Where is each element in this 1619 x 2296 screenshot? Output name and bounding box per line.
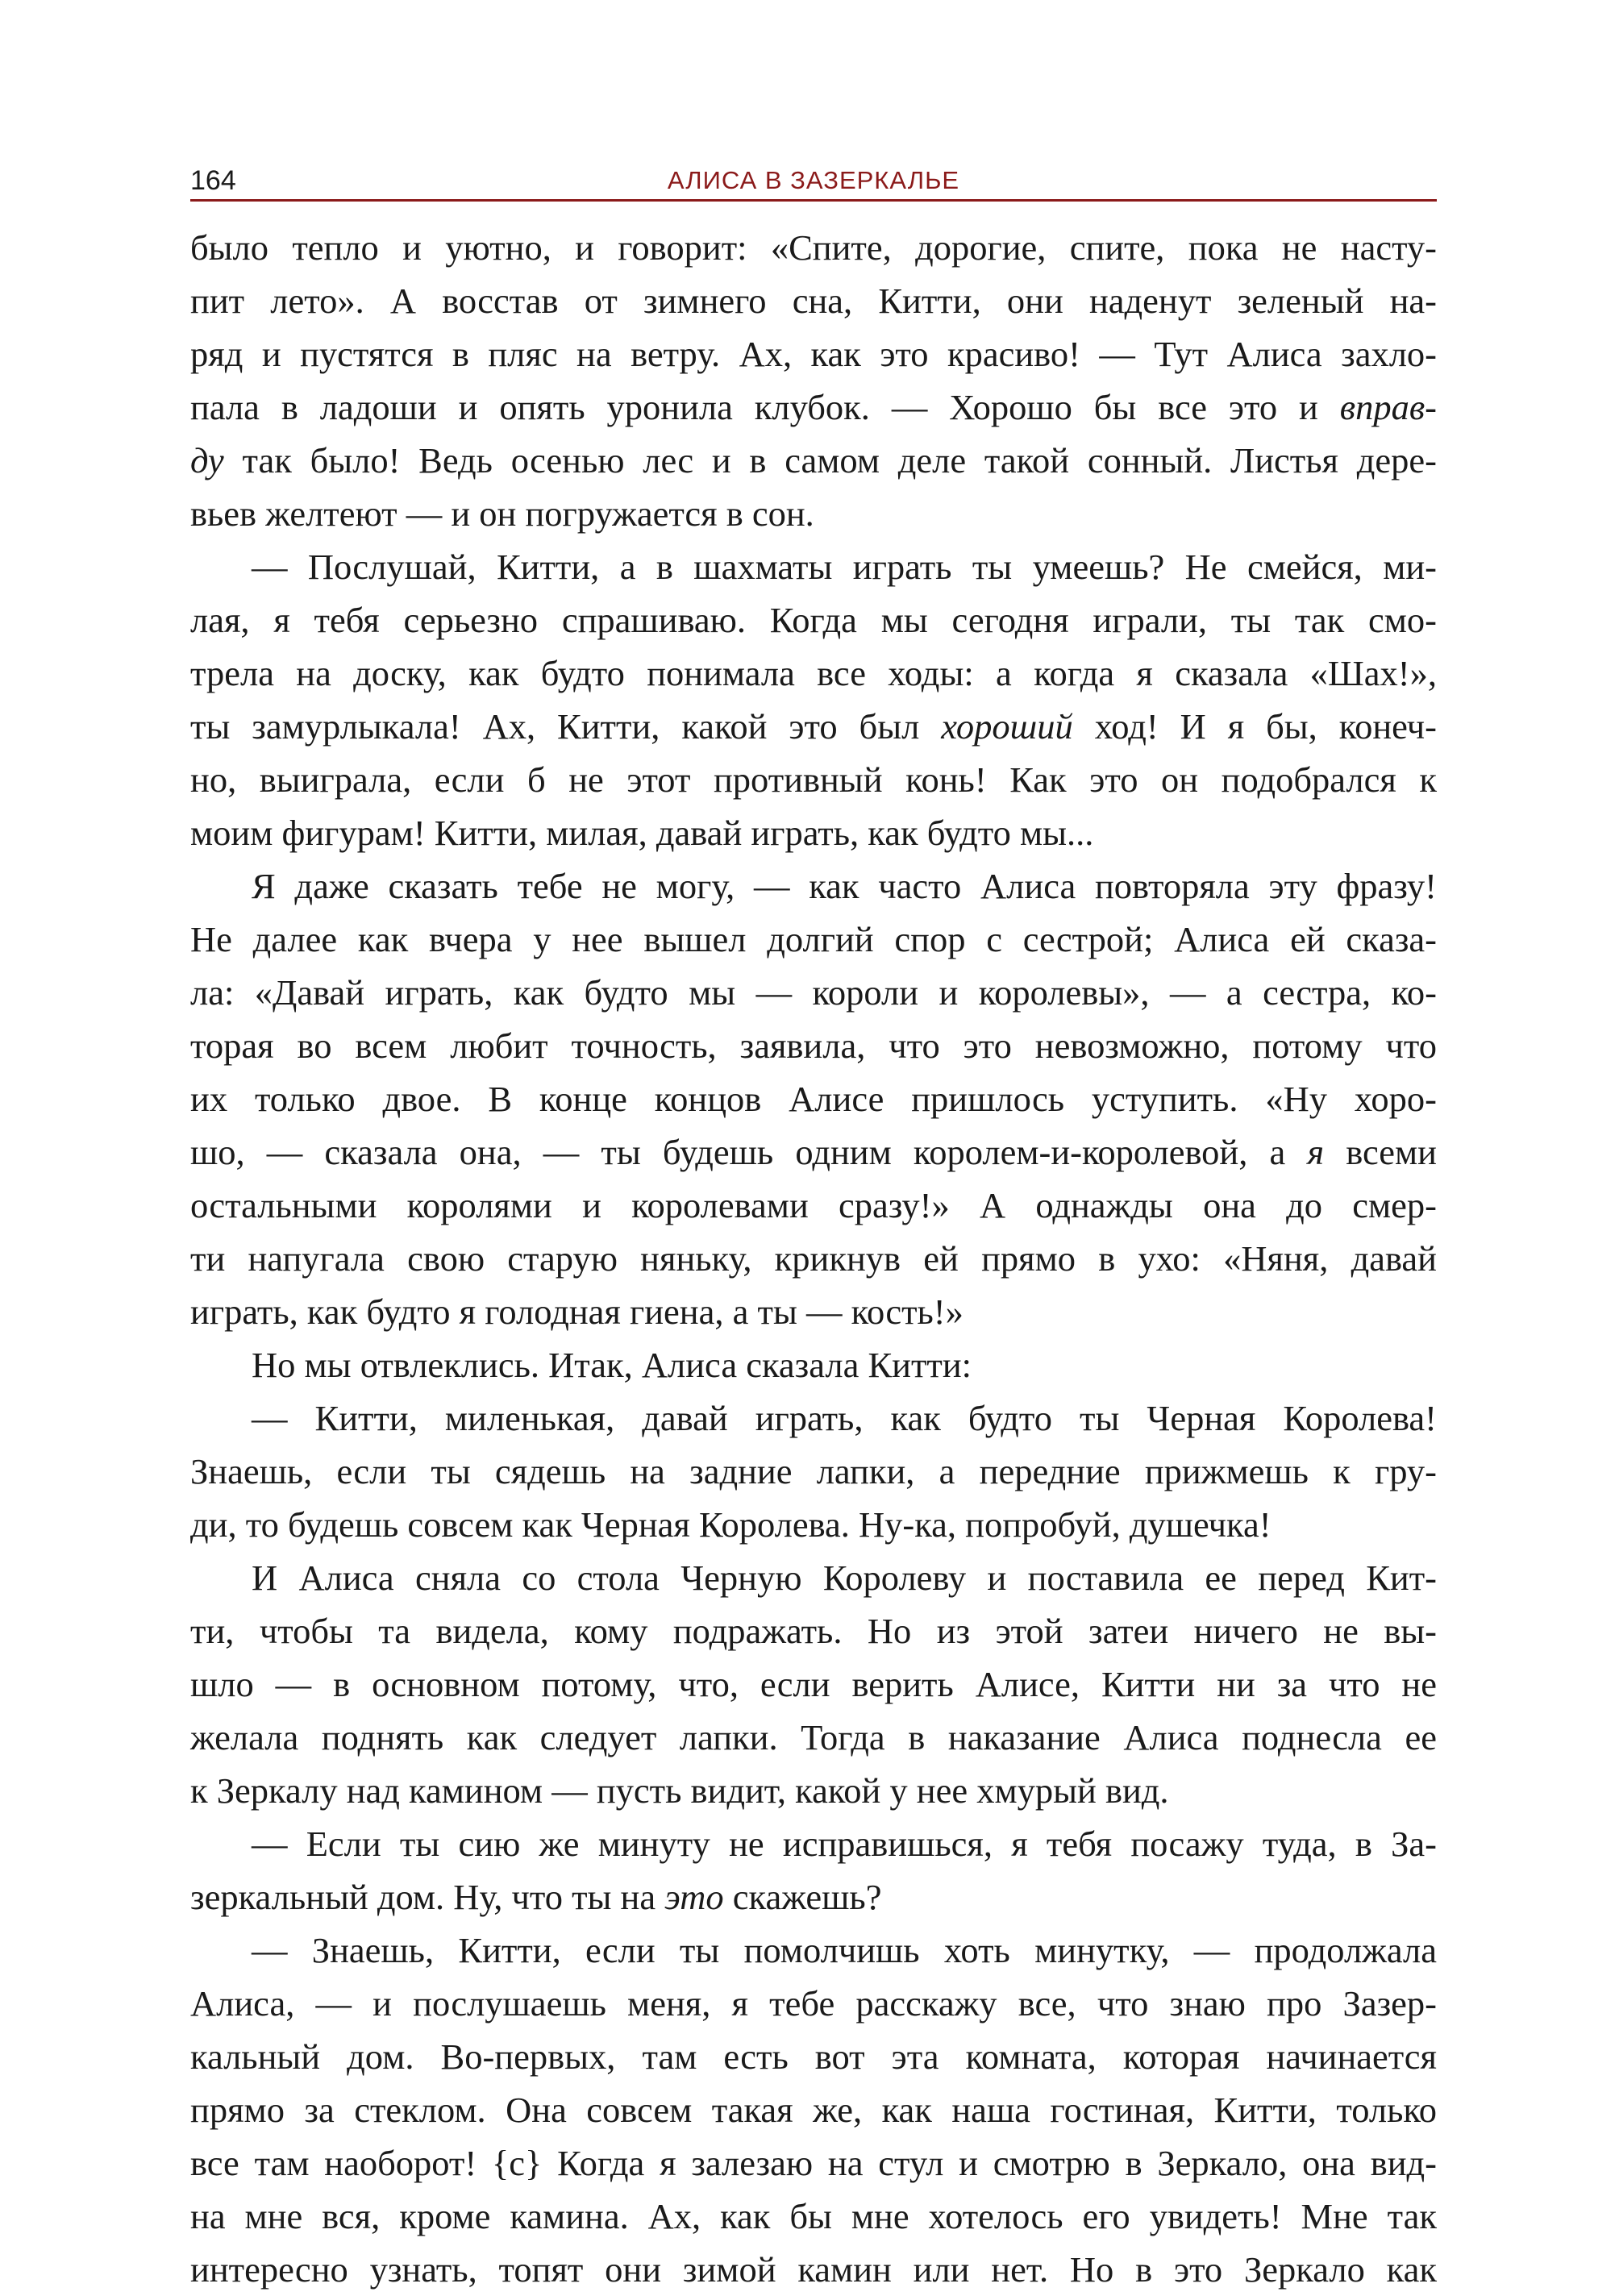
text-line [190,1232,1437,1285]
text-line [190,966,1437,1019]
text-line [190,1817,1437,1870]
line-text: — Если ты сию же минуту не исправишься, я тебя посажу туда, в За- [252,1824,1437,1864]
line-text: Я даже сказать тебе не могу, — как часто Алиса повторяла эту фразу! [252,866,1437,906]
text-line [190,381,1437,434]
line-text: ди, то будешь совсем как Черная Королева. Ну-ка, попробуй, душечка! [190,1504,1271,1545]
text-line [190,2083,1437,2136]
line-text: к Зеркалу над камином — пусть видит, какой у нее хмурый вид. [190,1770,1169,1811]
text-line [190,753,1437,806]
line-text: желала поднять как следует лапки. Тогда в наказание Алиса поднесла ее [190,1717,1437,1757]
line-text: ход! И я бы, конеч- [1072,706,1437,747]
italic-text: хороший [941,706,1073,747]
line-text: интересно узнать, топят они зимой камин или нет. Но в это Зеркало как [190,2249,1437,2290]
text-line [190,434,1437,487]
text-line [190,1285,1437,1338]
line-text: остальными королями и королевами сразу!» А однажды она до смер- [190,1185,1437,1225]
text-line [190,593,1437,647]
line-text: торая во всем любит точность, заявила, что это невозможно, потому что [190,1025,1437,1066]
line-text: пала в ладоши и опять уронила клубок. — Хорошо бы все это и [190,387,1340,427]
text-line [190,2136,1437,2190]
line-text: ти, чтобы та видела, кому подражать. Но из этой затеи ничего не вы- [190,1611,1437,1651]
line-text: прямо за стеклом. Она совсем такая же, как наша гостиная, Китти, только [190,2090,1437,2130]
text-line [190,1179,1437,1232]
line-text: — Знаешь, Китти, если ты помолчишь хоть минутку, — продолжала [252,1930,1437,1970]
text-line [190,1711,1437,1764]
line-text: зеркальный дом. Ну, что ты на [190,1877,665,1917]
text-line [190,859,1437,913]
line-text: шло — в основном потому, что, если верить Алисе, Китти ни за что не [190,1664,1437,1704]
line-text: лая, я тебя серьезно спрашиваю. Когда мы сегодня играли, ты так смо- [190,600,1437,640]
text-line [190,2190,1437,2243]
line-text: их только двое. В конце концов Алисе пришлось уступить. «Ну хоро- [190,1079,1437,1119]
text-line [190,700,1437,753]
text-line [190,1498,1437,1551]
line-text: ла: «Давай играть, как будто мы — короли и королевы», — а сестра, ко- [190,972,1437,1013]
italic-text: ду [190,440,224,480]
line-text: кальный дом. Во-первых, там есть вот эта комната, которая начинается [190,2036,1437,2077]
text-line [190,1125,1437,1179]
line-text: — Китти, миленькая, давай играть, как будто ты Черная Королева! [252,1398,1437,1438]
text-line [190,327,1437,381]
text-line [190,806,1437,859]
text-line [190,1870,1437,1924]
page-header [190,164,1437,198]
line-text: ти напугала свою старую няньку, крикнув ей прямо в ухо: «Няня, давай [190,1238,1437,1279]
text-line [190,1764,1437,1817]
line-text: но, выиграла, если б не этот противный конь! Как это он подобрался к [190,759,1437,800]
line-text: Алиса, — и послушаешь меня, я тебе расскажу все, что знаю про Зазер- [190,1983,1437,2024]
text-line [190,274,1437,327]
line-text: все там наоборот! {c} Когда я залезаю на стул и смотрю в Зеркало, она вид- [190,2143,1437,2183]
line-text: так было! Ведь осенью лес и в самом деле такой сонный. Листья дере- [223,440,1437,480]
text-line [190,1658,1437,1711]
text-line [190,540,1437,593]
page-number: 164 [190,165,236,196]
line-text: на мне вся, кроме камина. Ах, как бы мне хотелось его увидеть! Мне так [190,2196,1437,2236]
line-text: — Послушай, Китти, а в шахматы играть ты умеешь? Не смейся, ми- [252,547,1437,587]
text-line [190,2243,1437,2296]
line-text: трела на доску, как будто понимала все ходы: а когда я сказала «Шах!», [190,653,1437,693]
line-text: ряд и пустятся в пляс на ветру. Ах, как это красиво! — Тут Алиса захло- [190,334,1437,374]
line-text: ты замурлыкала! Ах, Китти, какой это был [190,706,942,747]
line-text: И Алиса сняла со стола Черную Королеву и поставила ее перед Кит- [252,1558,1437,1598]
line-text: Но мы отвлеклись. Итак, Алиса сказала Китти: [252,1345,972,1385]
line-text: пит лето». А восстав от зимнего сна, Китти, они наденут зеленый на- [190,281,1437,321]
running-title: АЛИСА В ЗАЗЕРКАЛЬЕ [667,166,960,194]
line-text: скажешь? [723,1877,882,1917]
text-line [190,221,1437,274]
line-text: шо, — сказала она, — ты будешь одним королем-и-королевой, а [190,1132,1308,1172]
line-text: играть, как будто я голодная гиена, а ты — кость!» [190,1292,963,1332]
italic-text: вправ- [1339,387,1437,427]
text-line [190,1391,1437,1445]
text-line [190,487,1437,540]
line-text: Не далее как вчера у нее вышел долгий спор с сестрой; Алиса ей сказа- [190,919,1437,959]
line-text: было тепло и уютно, и говорит: «Спите, дорогие, спите, пока не насту- [190,227,1437,268]
text-line [190,2030,1437,2083]
line-text: Знаешь, если ты сядешь на задние лапки, а передние прижмешь к гру- [190,1451,1437,1491]
line-text: вьев желтеют — и он погружается в сон. [190,493,814,534]
italic-text: я [1307,1132,1325,1172]
italic-text: это [664,1877,724,1917]
text-line [190,1445,1437,1498]
body-text [190,221,1437,2296]
text-line [190,1551,1437,1604]
text-line [190,913,1437,966]
text-line [190,1338,1437,1391]
text-line [190,1604,1437,1658]
text-line [190,1019,1437,1072]
header-rule [190,199,1437,202]
text-line [190,1977,1437,2030]
line-text: всеми [1324,1132,1437,1172]
text-line [190,1924,1437,1977]
text-line [190,647,1437,700]
text-line [190,1072,1437,1125]
line-text: моим фигурам! Китти, милая, давай играть, как будто мы... [190,813,1094,853]
